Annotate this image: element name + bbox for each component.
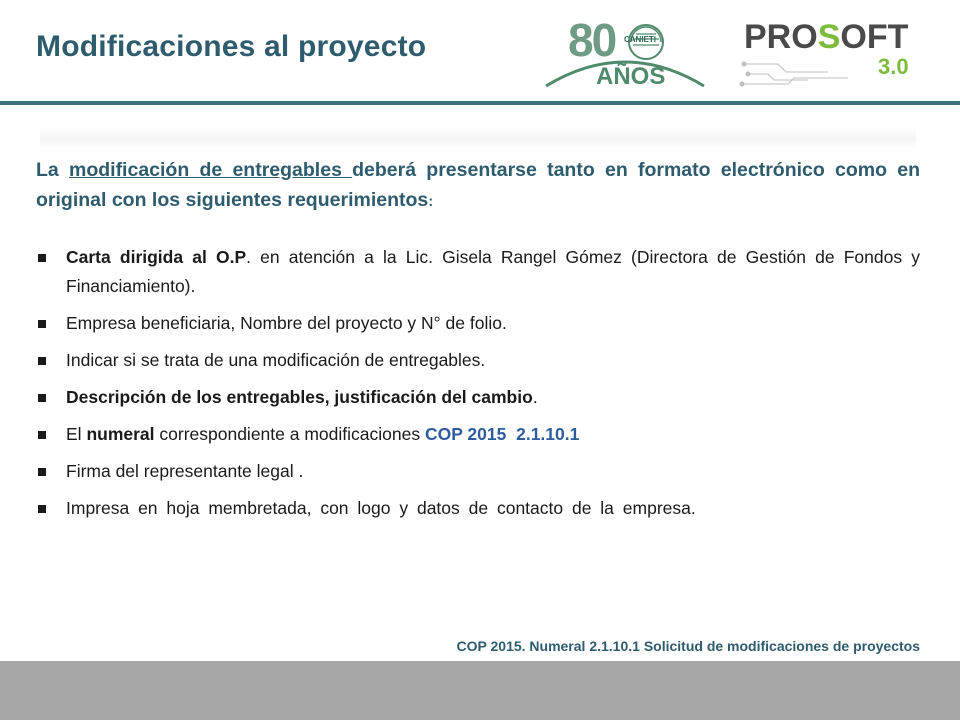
requirement-text: Firma del representante legal .: [66, 461, 304, 481]
source-footnote: COP 2015. Numeral 2.1.10.1 Solicitud de modificaciones de proyectos: [456, 638, 920, 654]
footer-bar: [0, 661, 960, 720]
prosoft-logo: [738, 12, 934, 94]
requirement-text: . en atención a la Lic. Gisela Rangel Gómez (Directora de Gestión de Fondos y Financiamiento).: [66, 247, 920, 296]
prosoft-version: 3.0: [878, 54, 909, 79]
requirement-bold: Carta dirigida al O.P: [66, 247, 247, 267]
square-bullet-icon: [38, 320, 46, 328]
intro-post: deberá presentarse tanto en formato electrónico como en original con los siguientes requerimientos: [36, 159, 920, 211]
requirement-text: Empresa beneficiaria, Nombre del proyecto y N° de folio.: [66, 313, 507, 333]
square-bullet-icon: [38, 394, 46, 402]
reference-cop: COP 2015: [424, 424, 507, 444]
square-bullet-icon: [38, 431, 46, 439]
list-item: [36, 346, 920, 375]
requirement-bold: numeral: [86, 424, 155, 444]
square-bullet-icon: [38, 468, 46, 476]
requirement-bold: Descripción de los entregables, justificación del cambio: [66, 387, 533, 407]
prosoft-name-pro: PRO: [744, 18, 818, 56]
svg-text:PROSOFT: [744, 18, 909, 56]
list-item: [36, 420, 920, 449]
page-title: Modificaciones al proyecto: [36, 30, 427, 63]
intro-colon: :: [428, 193, 434, 210]
intro-paragraph: [36, 155, 920, 217]
decorative-band: [40, 128, 916, 150]
logo-years-label: AÑOS: [596, 63, 666, 90]
list-item: [36, 243, 920, 301]
reference-numeral: 2.1.10.1: [516, 424, 580, 444]
requirement-text: Impresa en hoja membretada, con logo y datos de contacto de la empresa.: [66, 498, 696, 518]
circuit-lines-icon: [740, 62, 848, 86]
list-item: [36, 494, 920, 523]
prosoft-name-oft: OFT: [840, 18, 909, 56]
requirement-text: .: [532, 387, 538, 407]
intro-pre: La: [36, 159, 69, 181]
list-item: [36, 457, 920, 486]
list-item: [36, 383, 920, 412]
prosoft-name-s: S: [817, 18, 841, 56]
square-bullet-icon: [38, 505, 46, 513]
requirements-list: [36, 243, 920, 531]
requirement-pre: El: [66, 424, 87, 444]
logo-80-tiny-text: CANIETI: [624, 35, 656, 44]
intro-underlined: modificación de entregables: [68, 159, 353, 181]
square-bullet-icon: [38, 357, 46, 365]
requirement-text: correspondiente a modificaciones: [154, 424, 425, 444]
anniversary-80-logo: [538, 16, 712, 92]
logo-80-number: 80: [568, 16, 616, 66]
square-bullet-icon: [38, 254, 46, 262]
requirement-text: Indicar si se trata de una modificación de entregables.: [66, 350, 486, 370]
title-divider: [0, 101, 960, 105]
list-item: [36, 309, 920, 338]
